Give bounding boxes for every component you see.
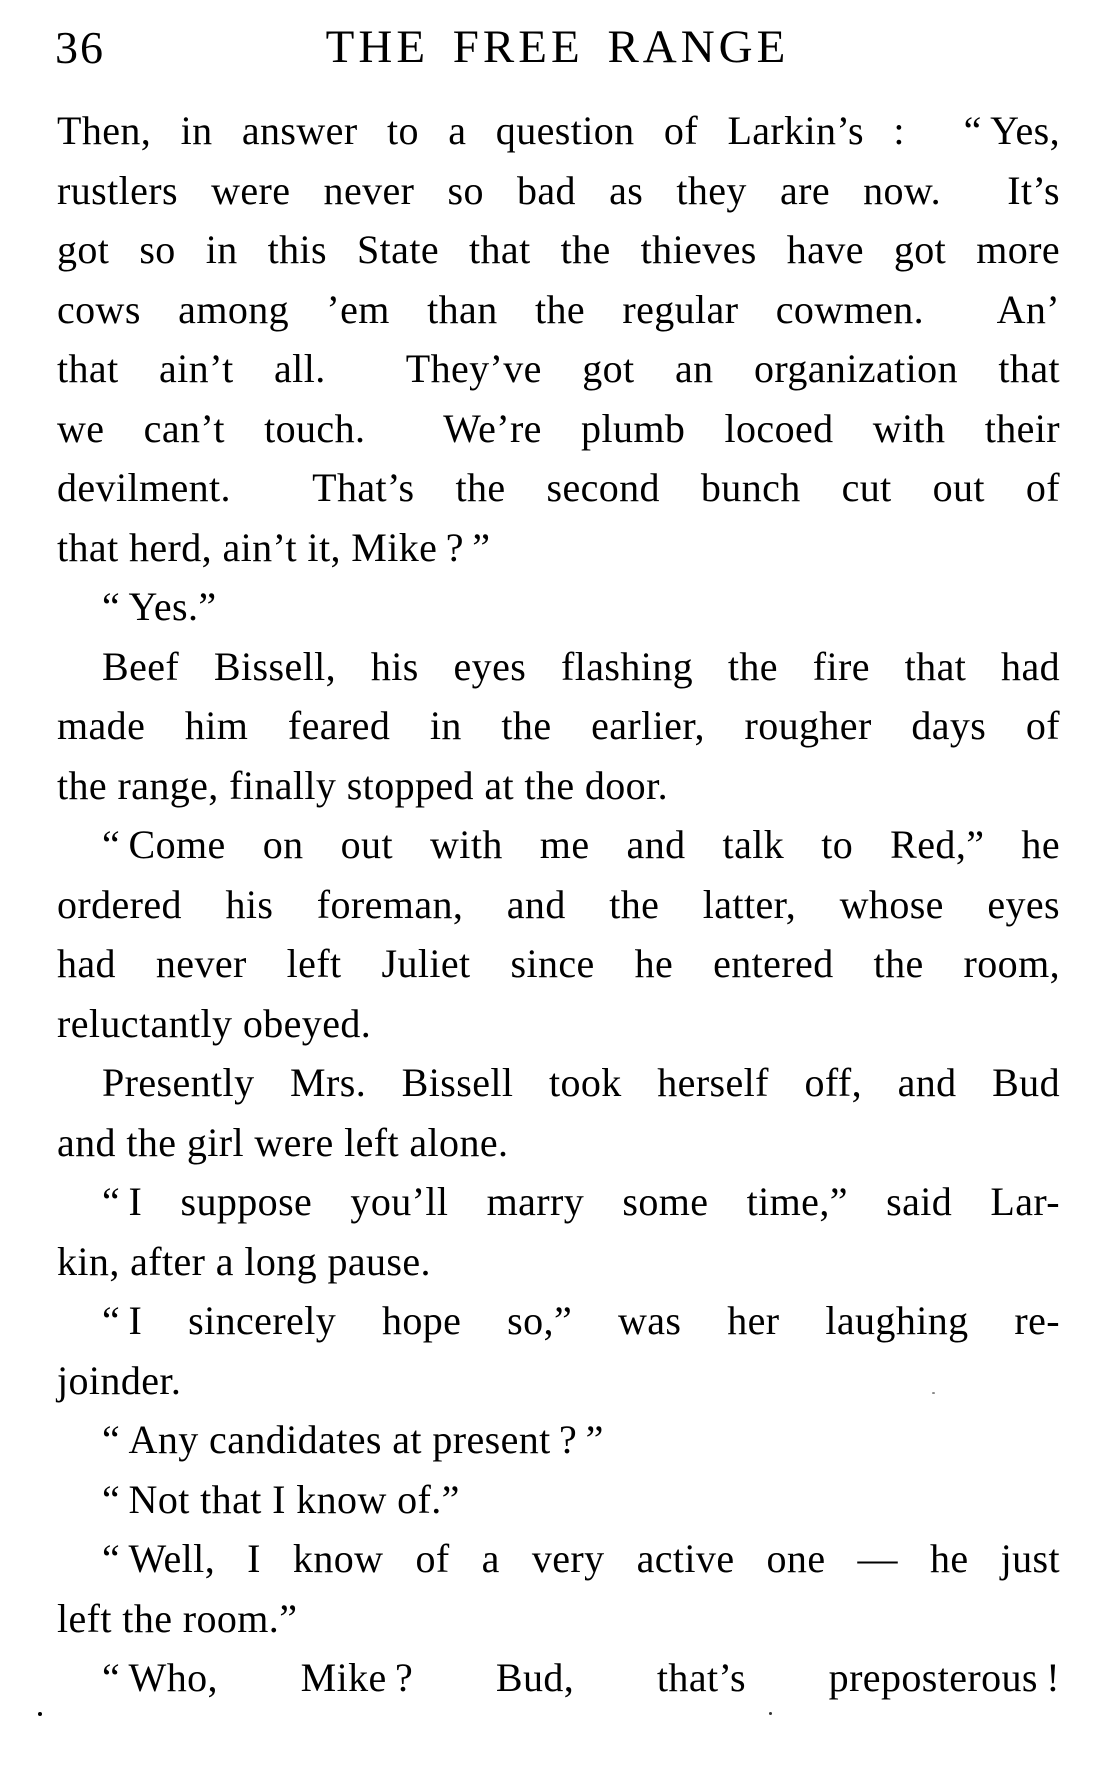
text-line: “ Who, Mike ? Bud, that’s preposterous ! — [102, 1655, 1060, 1700]
text-line: reluctantly obeyed. — [57, 1000, 372, 1046]
text-line: “ Yes.” — [102, 584, 217, 629]
text-line: ordered his foreman, and the latter, whose eyes — [57, 881, 1060, 927]
scan-artifact-dot — [38, 1712, 42, 1716]
text-line: the range, finally stopped at the door. — [57, 762, 668, 808]
text-line: and the girl were left alone. — [57, 1119, 509, 1165]
text-line: we can’t touch. We’re plumb locoed with their — [57, 405, 1060, 451]
scan-artifact-dot — [769, 1712, 772, 1715]
text-line: that ain’t all. They’ve got an organization that — [57, 346, 1060, 391]
text-line: “ Any candidates at present ? ” — [102, 1417, 604, 1462]
text-line: “ I suppose you’ll marry some time,” said Lar- — [102, 1179, 1060, 1224]
text-line: “ Not that I know of.” — [102, 1476, 460, 1522]
text-line: rustlers were never so bad as they are now. It’s — [57, 167, 1060, 213]
running-title: THE FREE RANGE — [325, 21, 790, 73]
text-line: “ Well, I know of a very active one — he just — [102, 1536, 1060, 1581]
text-line: devilment. That’s the second bunch cut out of — [57, 465, 1060, 510]
text-line: “ I sincerely hope so,” was her laughing re- — [102, 1298, 1060, 1343]
page-number: 36 — [55, 22, 105, 73]
text-line: cows among ’em than the regular cowmen. An’ — [57, 286, 1060, 332]
text-line: left the room.” — [57, 1595, 298, 1641]
text-line: “ Come on out with me and talk to Red,” he — [102, 822, 1060, 867]
text-line: made him feared in the earlier, rougher days of — [57, 703, 1060, 748]
text-line: had never left Juliet since he entered the room, — [57, 941, 1060, 986]
text-line: that herd, ain’t it, Mike ? ” — [57, 524, 491, 570]
text-line: joinder. — [57, 1357, 182, 1403]
text-line: Then, in answer to a question of Larkin’s : “ Yes, — [57, 108, 1060, 153]
text-line: Presently Mrs. Bissell took herself off, and Bud — [102, 1060, 1060, 1105]
text-line: got so in this State that the thieves have got more — [57, 227, 1060, 272]
text-line: kin, after a long pause. — [57, 1238, 431, 1284]
scan-artifact-dot — [932, 1392, 935, 1394]
text-block — [57, 101, 1060, 1708]
text-line: Beef Bissell, his eyes flashing the fire that had — [102, 643, 1060, 689]
